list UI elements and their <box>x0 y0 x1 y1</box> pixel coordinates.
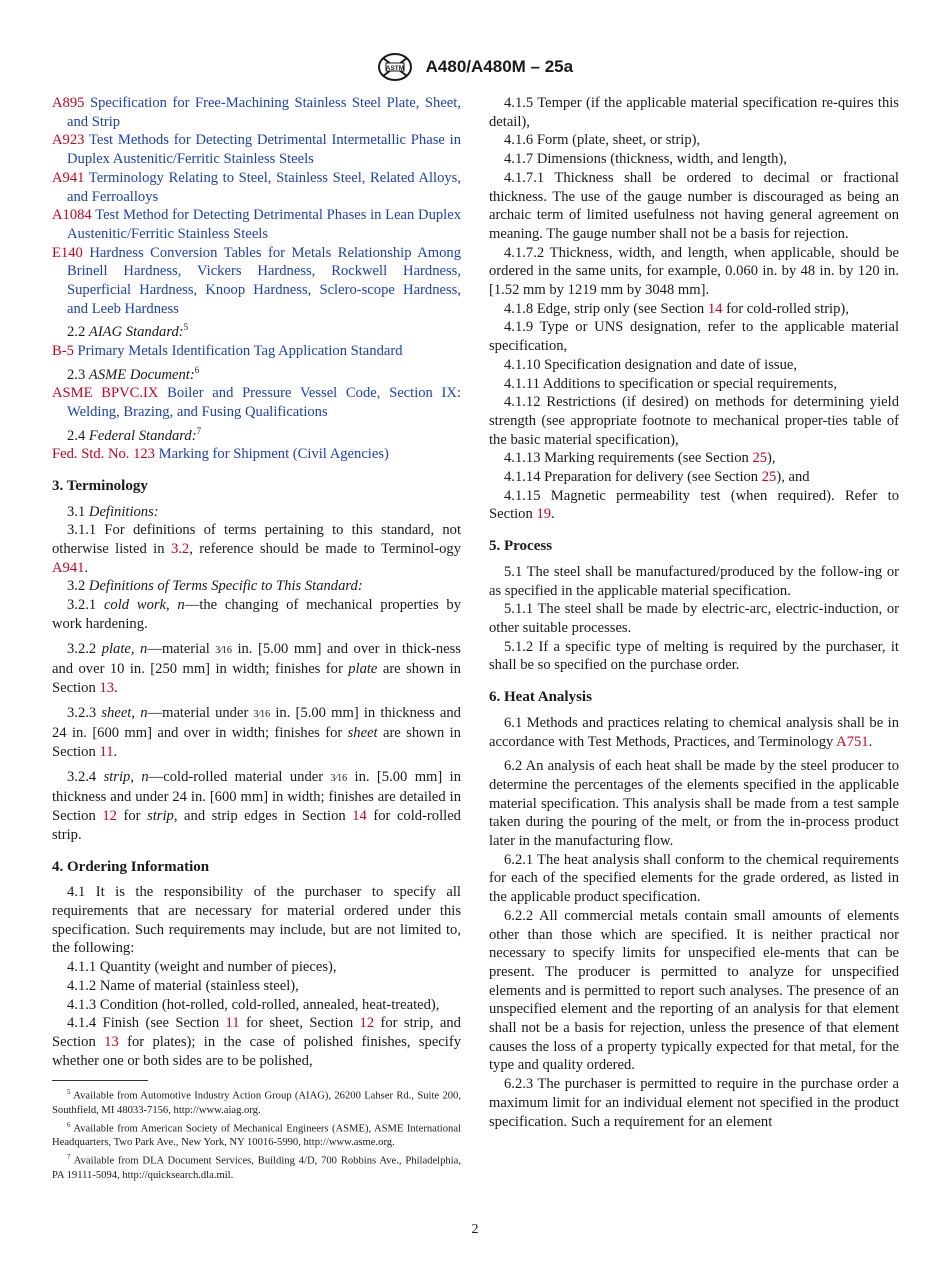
reference-fed-std-123 <box>52 445 461 464</box>
section-link[interactable]: 25 <box>761 469 777 486</box>
reference-a895 <box>52 94 461 131</box>
paragraph-6-2: 6.2 An analysis of each heat shall be made by the steel producer to determine the percentages of the elements specified in the applicable material specification. This analysis shall be made from a test sample taken during the pouring of the melt, or from the in-process product later in the manufacturing flow. <box>489 758 899 850</box>
document-designation: A480/A480M – 25a <box>425 57 574 76</box>
section-2-3-heading: 2.3 ASME Document:$^6$ <box>67 364 200 383</box>
paragraph-3-1: 3.1 Definitions: <box>67 503 159 520</box>
paragraph-3-2-3: 3.2.3 sheet, n—material under 3⁄16 in. [5.00 mm] in thickness and 24 in. [600 mm] and over in width; finishes for sheet are shown in Section 11. <box>52 704 461 761</box>
paragraph-4-1-4: 4.1.4 Finish (see Section 11 for sheet, Section 12 for strip, and Section 13 for plates); in the case of polished finishes, specify whether one or both sides are to be polished, <box>52 1015 461 1069</box>
footnote-marker[interactable]: 5 <box>183 322 189 333</box>
page-number: 2 <box>471 1222 479 1237</box>
paragraph-3-2-1: 3.2.1 cold work, n—the changing of mechanical properties by work hardening. <box>52 597 461 632</box>
paragraph-4-1-11: 4.1.11 Additions to specification or special requirements, <box>504 375 838 392</box>
svg-text:ASTM: ASTM <box>385 65 405 72</box>
paragraph-5-1-1: 5.1.1 The steel shall be made by electric-arc, electric-induction, or other suitable processes. <box>489 601 899 636</box>
paragraph-4-1-2: 4.1.2 Name of material (stainless steel), <box>67 977 299 994</box>
astm-logo-icon <box>377 52 413 82</box>
footnote-marker[interactable]: 6 <box>194 364 200 375</box>
footnote-marker[interactable]: 7 <box>196 425 202 436</box>
reference-code[interactable]: Fed. Std. No. 123 <box>52 446 155 463</box>
paragraph-4-1-14: 4.1.14 Preparation for delivery (see Section 25), and <box>504 469 810 486</box>
paragraph-4-1-15: 4.1.15 Magnetic permeability test (when required). Refer to Section 19. <box>489 487 899 523</box>
reference-title[interactable]: Hardness Conversion Tables for Metals Relationship Among Brinell Hardness, Vickers Hardness, Rockwell Hardness, Superficial Hardness, Knoop Hardness, Sclero-scope Hardness, and Leeb Hardness <box>67 244 461 317</box>
section-link[interactable]: 13 <box>99 679 115 696</box>
paragraph-4-1-12: 4.1.12 Restrictions (if desired) on methods for determining yield strength (see appropriate footnote to mechanical proper-ties table of the basic material specification), <box>489 394 899 448</box>
section-link[interactable]: 12 <box>359 1015 375 1032</box>
paragraph-6-1: 6.1 Methods and practices relating to chemical analysis shall be in accordance with Test Methods, Practices, and Terminology A751. <box>489 714 899 750</box>
section-heading-ordering: 4. Ordering Information <box>52 858 210 875</box>
footnote-5: $^5$ Available from Automotive Industry Action Group (AIAG), 26200 Lahser Rd., Suite 200, Southfield, MI 48033-7156, http://www.aiag.org. <box>52 1088 461 1116</box>
paragraph-4-1-5: 4.1.5 Temper (if the applicable material specification re-quires this detail), <box>489 95 899 130</box>
footnote-6: $^6$ Available from American Society of Mechanical Engineers (ASME), ASME International Headquarters, Two Park Ave., New York, NY 10016-5990, http://www.asme.org. <box>52 1120 461 1149</box>
paragraph-3-1-1: 3.1.1 For definitions of terms pertaining to this standard, not otherwise listed in 3.2, reference should be made to Terminol-ogy A941. <box>52 522 461 576</box>
section-link[interactable]: 3.2 <box>170 541 190 558</box>
reference-code[interactable]: A923 <box>52 132 85 149</box>
paragraph-3-2-2: 3.2.2 plate, n—material 3⁄16 in. [5.00 mm] and over in thick-ness and over 10 in. [250 mm] in width; finishes for plate are shown in Section 13. <box>52 640 461 696</box>
paragraph-4-1-6: 4.1.6 Form (plate, sheet, or strip), <box>504 132 701 149</box>
reference-title[interactable]: Specification for Free-Machining Stainless Steel Plate, Sheet, and Strip <box>67 95 461 130</box>
reference-title[interactable]: Test Methods for Detecting Detrimental Intermetallic Phase in Duplex Austenitic/Ferritic Stainless Steels <box>67 132 461 168</box>
section-link[interactable]: 12 <box>102 808 117 825</box>
paragraph-4-1-7-2: 4.1.7.2 Thickness, width, and length, when applicable, should be ordered in the same units, for example, 0.060 in. by 48 in. by 120 in. [1.52 mm by 1219 mm by 3048 mm]. <box>489 244 899 299</box>
reference-code[interactable]: A1084 <box>52 207 92 224</box>
paragraph-4-1-7-1: 4.1.7.1 Thickness shall be ordered to decimal or fractional thickness. The use of the gauge number is discouraged as being an archaic term of limited usefulness not having general agreement on meaning. The gauge number shall not be a basis for rejection. <box>489 169 899 242</box>
paragraph-4-1-8: 4.1.8 Edge, strip only (see Section 14 for cold-rolled strip), <box>504 300 849 317</box>
paragraph-4-1-1: 4.1.1 Quantity (weight and number of pieces), <box>67 959 337 976</box>
paragraph-4-1-9: 4.1.9 Type or UNS designation, refer to the applicable material specification, <box>489 319 899 355</box>
paragraph-3-2: 3.2 Definitions of Terms Specific to This Standard: <box>67 578 363 595</box>
section-link[interactable]: 19 <box>536 506 552 523</box>
paragraph-3-2-4: 3.2.4 strip, n—cold-rolled material under 3⁄16 in. [5.00 mm] in thickness and under 24 in. [600 mm] in width; finishes are detailed in Section 12 for strip, and strip edges in Section 14 for cold-rolled strip. <box>52 768 461 843</box>
reference-asme-bpvc <box>52 384 461 421</box>
footnotes <box>52 1080 461 1183</box>
section-2-2-heading: 2.2 AIAG Standard:$^5$ <box>67 322 189 341</box>
reference-title[interactable]: Boiler and Pressure Vessel Code, Section IX: Welding, Brazing, and Fusing Qualifications <box>67 385 461 420</box>
section-link[interactable]: 13 <box>104 1033 119 1050</box>
reference-title[interactable]: Terminology Relating to Steel, Stainless Steel, Related Alloys, and Ferroalloys <box>67 169 461 205</box>
reference-code[interactable]: A895 <box>52 95 85 111</box>
section-link[interactable]: 14 <box>707 300 723 317</box>
reference-title[interactable]: Test Method for Detecting Detrimental Phases in Lean Duplex Austenitic/Ferritic Stainless Steels <box>67 207 462 242</box>
reference-title[interactable]: Marking for Shipment (Civil Agencies) <box>158 446 389 463</box>
reference-code[interactable]: E140 <box>52 244 83 261</box>
section-heading-process: 5. Process <box>489 538 553 555</box>
paragraph-4-1-13: 4.1.13 Marking requirements (see Section 25), <box>504 450 776 467</box>
paragraph-5-1-2: 5.1.2 If a specific type of melting is required by the purchaser, it shall be so specified on the purchase order. <box>489 638 899 674</box>
standard-link[interactable]: A751 <box>836 733 869 750</box>
reference-b5 <box>52 342 461 361</box>
reference-code[interactable]: ASME BPVC.IX <box>52 385 159 402</box>
paragraph-6-2-1: 6.2.1 The heat analysis shall conform to the chemical requirements for each of the specified elements for the grade ordered, as listed in the applicable product specification. <box>489 851 899 906</box>
reference-title[interactable]: Primary Metals Identification Tag Application Standard <box>77 343 403 359</box>
paragraph-4-1-7: 4.1.7 Dimensions (thickness, width, and length), <box>504 151 787 168</box>
paragraph-6-2-3: 6.2.3 The purchaser is permitted to require in the purchase order a maximum limit for an individual element not specified in the product specification. Such a requirement for an element <box>489 1076 899 1130</box>
standard-link[interactable]: A941 <box>52 559 85 576</box>
paragraph-6-2-2: 6.2.2 All commercial metals contain small amounts of elements other than those which are specified. It is neither practical nor necessary to specify limits for unspecified ele-ments that can be present. The producer is permitted to analyze for unspecified elements and is permitted to report such analyses. The presence of an unspecified element and the reporting of an analysis for that element shall not be a basis for rejection, unless the presence of that element causes the loss of a property typically expected for that metal, for the type and quality ordered. <box>489 907 899 1074</box>
section-2-4-heading: 2.4 Federal Standard:$^7$ <box>67 425 202 444</box>
section-link[interactable]: 25 <box>752 450 768 467</box>
reference-a923 <box>52 131 461 168</box>
reference-e140 <box>52 244 461 319</box>
paragraph-4-1-10: 4.1.10 Specification designation and date of issue, <box>504 356 798 373</box>
footnote-divider <box>52 1080 148 1081</box>
right-column <box>489 94 899 1131</box>
page-header <box>0 52 950 82</box>
footnote-7: $^7$ Available from DLA Document Services, Building 4/D, 700 Robbins Ave., Philadelphia, PA 19111-5094, http://quicksearch.dla.mil. <box>52 1153 461 1182</box>
left-column <box>52 94 461 1070</box>
section-heading-terminology: 3. Terminology <box>52 477 148 494</box>
reference-a1084 <box>52 206 461 243</box>
paragraph-5-1: 5.1 The steel shall be manufactured/produced by the follow-ing or as specified in the applicable material specification. <box>489 563 899 599</box>
section-heading-heat-analysis: 6. Heat Analysis <box>489 689 592 706</box>
reference-code[interactable]: B-5 <box>52 343 74 359</box>
section-link[interactable]: 11 <box>99 744 114 761</box>
paragraph-4-1: 4.1 It is the responsibility of the purchaser to specify all requirements that are necessary for material ordered under this specification. Such requirements may include, but are not limited to, the following: <box>52 884 461 957</box>
reference-a941 <box>52 169 461 206</box>
section-link[interactable]: 11 <box>225 1015 240 1032</box>
reference-code[interactable]: A941 <box>52 169 85 186</box>
section-link[interactable]: 14 <box>352 808 367 825</box>
paragraph-4-1-3: 4.1.3 Condition (hot-rolled, cold-rolled, annealed, heat-treated), <box>67 996 440 1013</box>
